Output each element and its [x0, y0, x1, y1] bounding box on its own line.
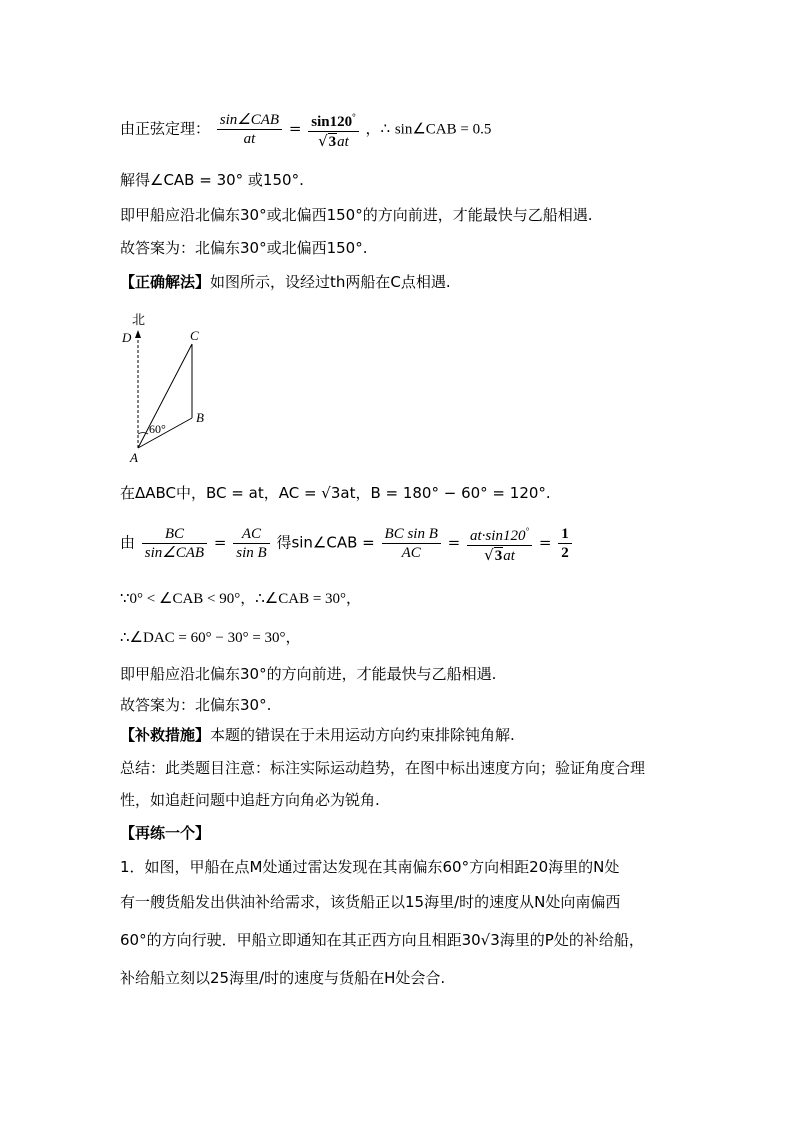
fraction: [467, 522, 532, 565]
point-b-label: B: [196, 410, 204, 425]
section-heading: 【再练一个】: [120, 824, 211, 842]
denominator: sin∠CAB: [144, 545, 205, 561]
text-line: 故答案为：北偏东30°或北偏西150°.: [120, 239, 368, 257]
text-line: 在ΔABC中，BC = at，AC = √3at，B = 180° − 60° = 120°.: [120, 484, 551, 502]
equals: =: [288, 119, 302, 138]
numerator: 1: [558, 525, 572, 544]
text: 本题的错误在于未用运动方向约束排除钝角解.: [210, 726, 515, 744]
text: 得sin∠CAB =: [276, 533, 375, 552]
fraction: [233, 525, 269, 562]
numerator: at·sin120°: [467, 522, 532, 546]
numerator: sin120°: [308, 108, 358, 132]
fraction: [382, 525, 441, 562]
numerator: sin∠CAB: [217, 111, 282, 130]
fraction: [558, 525, 572, 562]
north-arrow-icon: [135, 330, 141, 338]
angle-arc: [138, 433, 148, 435]
problem-line: 有一艘货船发出供油补给需求，该货船正以15海里/时的速度从N处向南偏西: [120, 893, 621, 911]
denominator: at: [243, 131, 256, 147]
numerator: AC: [233, 525, 269, 544]
text-line: ∵0° < ∠CAB < 90°，∴∠CAB = 30°，: [120, 591, 362, 607]
section-tag: 【正确解法】: [120, 273, 211, 291]
text-line: 总结：此类题目注意：标注实际运动趋势，在图中标出速度方向；验证角度合理: [120, 759, 646, 777]
section-line: [120, 272, 451, 292]
triangle-figure: [112, 310, 222, 465]
text-line: 即甲船应沿北偏东30°的方向前进，才能最快与乙船相遇.: [120, 665, 497, 683]
result: sin∠CAB = 0.5: [394, 121, 492, 138]
numerator: BC sin B: [382, 525, 441, 544]
denominator: AC: [401, 545, 421, 561]
text-line: 故答案为：北偏东30°.: [120, 696, 272, 714]
fraction: [217, 111, 282, 148]
section-line: [120, 725, 515, 745]
denominator: √3at: [318, 132, 349, 150]
text-line: ∴∠DAC = 60° − 30° = 30°，: [120, 630, 301, 646]
text-line: 性，如追赶问题中追赶方向角必为锐角.: [120, 791, 380, 809]
point-a-label: A: [130, 450, 138, 465]
fraction: [142, 525, 207, 562]
denominator: sin B: [236, 545, 267, 561]
text: 如图所示，设经过th两船在C点相遇.: [210, 273, 451, 291]
denominator: 2: [561, 545, 569, 561]
problem-line: 60°的方向行驶．甲船立即通知在其正西方向且相距30√3海里的P处的补给船，: [120, 931, 644, 949]
point-d-label: D: [122, 330, 132, 345]
angle-label: 60°: [149, 422, 166, 436]
problem-line: 补给船立刻以25海里/时的速度与货船在H处会合.: [120, 969, 446, 987]
north-label: 北: [132, 313, 146, 328]
text-line: 解得∠CAB = 30° 或150°.: [120, 171, 304, 189]
fraction: [308, 108, 358, 151]
problem-line: 1．如图，甲船在点M处通过雷达发现在其南偏东60°方向相距20海里的N处: [120, 858, 620, 876]
text: 由正弦定理：: [120, 119, 211, 138]
text: 由: [120, 533, 136, 552]
point-c-label: C: [190, 328, 199, 343]
law-of-sines-line: [120, 108, 491, 151]
denominator: √3at: [484, 546, 515, 564]
numerator: BC: [142, 525, 207, 544]
section-tag: 【补救措施】: [120, 726, 211, 744]
derivation-line: 由 $\frac{BC}{\text{sin∠CAB}}$ = $\frac{AC}{\text{sin B}}$ 得sin∠CAB = $\frac{\text{BC sin B}}{AC}$ = $\frac{at\cdot\sin 120^\circ}{√3at}$ = $\frac{1}{2}$: [120, 522, 574, 565]
therefore-sign: ，∴: [365, 119, 391, 138]
text-line: 即甲船应沿北偏东30°或北偏西150°的方向前进，才能最快与乙船相遇.: [120, 206, 593, 224]
